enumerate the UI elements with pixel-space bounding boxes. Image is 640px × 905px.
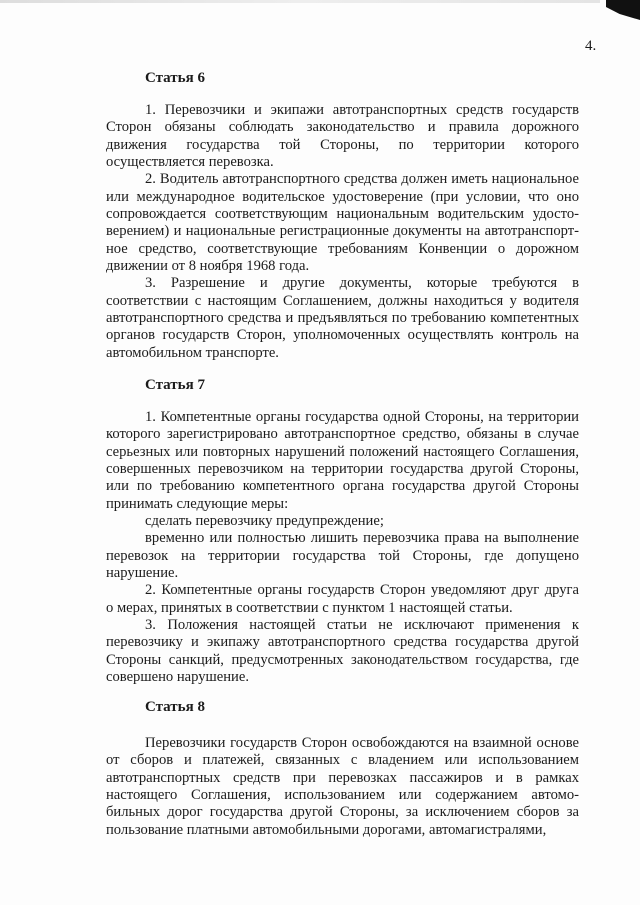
paragraph-line: автотранспортного средства и предъявляться по требованию компетентных — [106, 310, 579, 327]
paragraph-line: серьезных или повторных нарушений положений настоящего Соглашения, — [106, 443, 579, 460]
paragraph — [106, 582, 579, 617]
paragraph-line: бильных дорог государства другой Стороны, за исключением сборов за — [106, 804, 579, 821]
paragraph-line: сделать перевозчику предупреждение; — [145, 513, 384, 530]
paragraph-line: соответствии с настоящим Соглашением, должны находиться у водителя — [106, 292, 579, 309]
paragraph-line: 2. Водитель автотранспортного средства должен иметь национальное — [145, 171, 579, 188]
paragraph-line: верением) и национальные регистрационные документы на автотранспорт- — [106, 223, 579, 240]
article-heading: Статья 7 — [145, 377, 205, 393]
paragraph — [106, 409, 579, 513]
paragraph-line: 1. Компетентные органы государства одной Стороны, на территории — [145, 409, 579, 425]
paragraph-line: сопровождается соответствующим национальным водительским удосто- — [106, 206, 579, 223]
article-heading: Статья 6 — [145, 70, 205, 86]
paragraph-line: движении от 8 ноября 1968 года. — [106, 258, 310, 275]
paragraph — [106, 102, 579, 171]
paragraph-line: 2. Компетентные органы государств Сторон уведомляют друг друга — [145, 582, 579, 599]
paragraph-line: или международное водительское удостоверение (при условии, что оно — [106, 188, 579, 205]
scan-edge — [0, 0, 600, 3]
paragraph-line: которого зарегистрировано автотранспортное средство, обязаны в случае — [106, 426, 579, 443]
paragraph — [106, 513, 579, 530]
paragraph-line: перевозок на территории государства той Стороны, где допущено — [106, 547, 579, 564]
paragraph-line: нарушение. — [106, 565, 179, 582]
paragraph-line: автотранспортных средств при перевозках пассажиров и в рамках — [106, 769, 579, 786]
paragraph-line: Сторон обязаны соблюдать законодательство и правила дорожного — [106, 119, 579, 136]
paragraph-line: ное средство, соответствующие требованиям Конвенции о дорожном — [106, 240, 579, 257]
paragraph-line: Стороны санкций, предусмотренных законодательством государства, где — [106, 651, 579, 668]
paragraph — [106, 171, 579, 275]
paragraph-line: перевозчику и экипажу автотранспортного средства государства другой — [106, 634, 579, 651]
paragraph-line: настоящего Соглашения, использованием или содержанием автомо- — [106, 787, 579, 804]
article-body — [106, 409, 579, 687]
paragraph-line: принимать следующие меры: — [106, 495, 289, 512]
paragraph-line: 3. Положения настоящей статьи не исключают применения к — [145, 617, 579, 634]
paragraph-line: Перевозчики государств Сторон освобождаются на взаимной основе — [145, 735, 579, 751]
paragraph-line: пользование платными автомобильными дорогами, автомагистралями, — [106, 821, 547, 838]
paragraph-line: осуществляется перевозка. — [106, 154, 274, 171]
paragraph — [106, 530, 579, 582]
article-7 — [106, 377, 579, 687]
article-heading: Статья 8 — [145, 699, 205, 715]
paragraph-line: совершено нарушение. — [106, 669, 249, 686]
article-body — [106, 102, 579, 362]
article-body — [106, 735, 579, 839]
paragraph-line: от сборов и платежей, связанных с владением или использованием — [106, 752, 579, 769]
paragraph-line: совершенных перевозчиком на территории государства другой Стороны, — [106, 461, 579, 478]
page-number: 4. — [585, 38, 597, 54]
paragraph-line: автомобильном транспорте. — [106, 344, 279, 361]
paragraph-line: органов государств Сторон, уполномоченных осуществлять контроль на — [106, 327, 579, 344]
paragraph-line: или по требованию компетентного органа государства другой Стороны — [106, 478, 579, 495]
article-8 — [106, 699, 579, 839]
scan-corner-mark — [606, 0, 640, 20]
paragraph — [106, 617, 579, 686]
paragraph — [106, 275, 579, 362]
article-6 — [106, 70, 579, 362]
paragraph — [106, 735, 579, 839]
paragraph-line: 1. Перевозчики и экипажи автотранспортных средств государств — [145, 102, 579, 118]
paragraph-line: временно или полностью лишить перевозчика права на выполнение — [145, 530, 579, 547]
paragraph-line: 3. Разрешение и другие документы, которые требуются в — [145, 275, 579, 292]
paragraph-line: о мерах, принятых в соответствии с пунктом 1 настоящей статьи. — [106, 599, 513, 616]
paragraph-line: движения государства той Стороны, по территории которого — [106, 136, 579, 153]
